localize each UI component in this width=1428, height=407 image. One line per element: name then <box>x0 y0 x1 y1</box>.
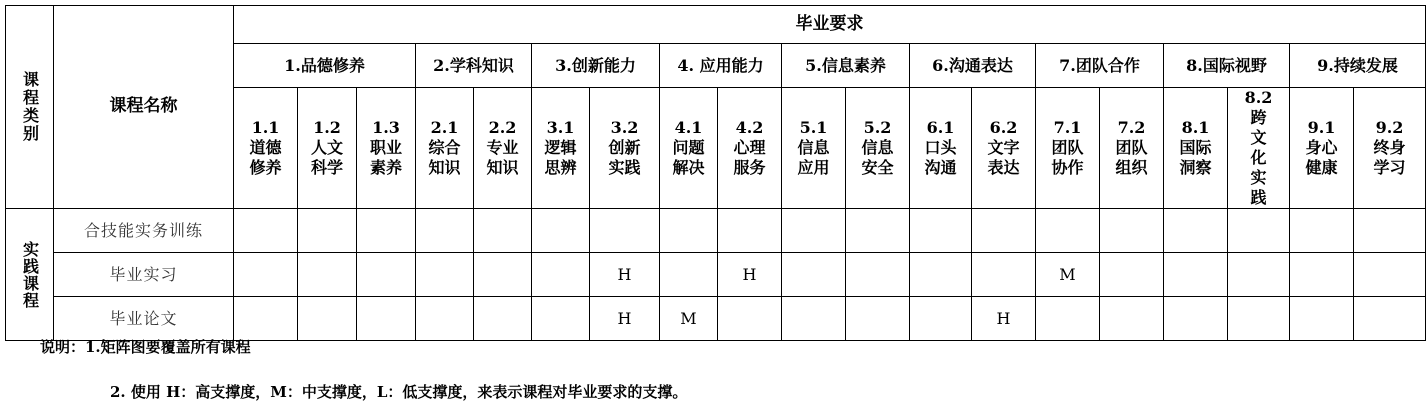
support-level-cell: M <box>660 297 718 341</box>
sub-requirement-number: 9.2 <box>1375 118 1404 137</box>
support-level-cell <box>846 253 910 297</box>
table-row <box>6 253 1426 297</box>
support-level-cell <box>1100 209 1164 253</box>
sub-requirement-number: 7.1 <box>1053 118 1082 137</box>
requirement-header: 4. 应用能力 <box>660 44 782 88</box>
course-name-cell: 毕业论文 <box>54 297 234 341</box>
support-level-cell <box>910 209 972 253</box>
graduation-requirements-header: 毕业要求 <box>234 6 1426 44</box>
support-level-cell <box>910 297 972 341</box>
course-name-cell: 毕业实习 <box>54 253 234 297</box>
sub-requirement-header <box>718 88 782 209</box>
sub-requirement-label: 口头沟通 <box>924 138 957 177</box>
support-level-cell <box>1228 297 1290 341</box>
support-level-cell <box>357 297 416 341</box>
support-level-cell <box>972 253 1036 297</box>
support-level-cell <box>234 297 298 341</box>
support-level-cell <box>474 253 532 297</box>
sub-requirement-label: 终身学习 <box>1373 138 1406 177</box>
header-row-1 <box>6 6 1426 44</box>
support-level-cell <box>1290 253 1354 297</box>
sub-requirement-number: 9.1 <box>1307 118 1336 137</box>
sub-requirement-label: 团队组织 <box>1115 138 1148 177</box>
requirement-header: 3.创新能力 <box>532 44 660 88</box>
notes-line-1: 说明：1.矩阵图要覆盖所有课程 <box>40 338 251 356</box>
support-level-cell <box>1354 253 1426 297</box>
sub-requirement-label: 人文科学 <box>310 138 343 177</box>
support-level-cell <box>298 297 357 341</box>
category-header: 课程类别 <box>6 6 54 209</box>
sub-requirement-number: 1.3 <box>372 118 400 137</box>
sub-requirement-number: 7.2 <box>1117 118 1146 137</box>
support-level-cell <box>782 209 846 253</box>
sub-requirement-label: 文字表达 <box>987 138 1020 177</box>
support-level-cell <box>1354 209 1426 253</box>
course-name-cell: 合技能实务训练 <box>54 209 234 253</box>
support-level-cell <box>1164 297 1228 341</box>
support-level-cell <box>474 297 532 341</box>
sub-requirement-number: 6.2 <box>989 118 1018 137</box>
sub-requirement-number: 3.2 <box>610 118 639 137</box>
sub-requirement-label: 创新实践 <box>608 138 641 177</box>
support-level-cell <box>1354 297 1426 341</box>
requirement-header: 8.国际视野 <box>1164 44 1290 88</box>
sub-requirement-number: 8.2 <box>1244 88 1273 107</box>
sub-requirement-label: 信息应用 <box>797 138 830 177</box>
sub-requirement-label: 道德修养 <box>249 138 282 177</box>
support-level-cell <box>718 209 782 253</box>
support-level-cell <box>1036 297 1100 341</box>
support-level-cell <box>1290 209 1354 253</box>
sub-requirement-number: 2.1 <box>430 118 459 137</box>
support-level-cell <box>474 209 532 253</box>
requirements-matrix-table <box>5 5 1426 341</box>
support-level-cell <box>532 209 590 253</box>
requirement-header: 7.团队合作 <box>1036 44 1164 88</box>
sub-requirement-number: 3.1 <box>546 118 575 137</box>
support-level-cell <box>298 253 357 297</box>
sub-requirement-header <box>1228 88 1290 209</box>
support-level-cell: H <box>972 297 1036 341</box>
sub-requirement-label: 信息安全 <box>861 138 894 177</box>
support-level-cell: H <box>590 297 660 341</box>
sub-requirement-label: 心理服务 <box>733 138 766 177</box>
sub-requirement-header <box>357 88 416 209</box>
support-level-cell: H <box>590 253 660 297</box>
notes-line-2: 2. 使用 H：高支撑度，M：中支撑度，L：低支撑度，来表示课程对毕业要求的支撑。 <box>110 383 688 401</box>
support-level-cell <box>234 253 298 297</box>
support-level-cell <box>590 209 660 253</box>
support-level-cell <box>1100 297 1164 341</box>
support-level-cell <box>782 297 846 341</box>
support-level-cell <box>1228 209 1290 253</box>
support-level-cell <box>298 209 357 253</box>
sub-requirement-number: 8.1 <box>1181 118 1210 137</box>
table-row <box>6 297 1426 341</box>
sub-requirement-label: 国际洞察 <box>1179 138 1212 177</box>
sub-requirement-header <box>1036 88 1100 209</box>
sub-requirement-header <box>660 88 718 209</box>
sub-requirement-header <box>532 88 590 209</box>
support-level-cell <box>357 209 416 253</box>
sub-requirement-number: 1.2 <box>313 118 341 137</box>
support-level-cell <box>910 253 972 297</box>
sub-requirement-label: 综合知识 <box>428 138 461 177</box>
sub-requirement-label: 职业素养 <box>369 138 402 177</box>
sub-requirement-header <box>782 88 846 209</box>
support-level-cell <box>718 297 782 341</box>
sub-requirement-header <box>590 88 660 209</box>
support-level-cell <box>782 253 846 297</box>
support-level-cell <box>532 253 590 297</box>
support-level-cell <box>357 253 416 297</box>
sub-requirement-header <box>846 88 910 209</box>
sub-requirement-number: 5.2 <box>863 118 892 137</box>
support-level-cell <box>660 209 718 253</box>
requirement-header: 9.持续发展 <box>1290 44 1426 88</box>
sub-requirement-header <box>1290 88 1354 209</box>
support-level-cell <box>660 253 718 297</box>
sub-requirement-header <box>416 88 474 209</box>
sub-requirement-header <box>234 88 298 209</box>
sub-requirement-header <box>298 88 357 209</box>
sub-requirement-number: 4.1 <box>674 118 703 137</box>
category-cell: 实践课程 <box>6 209 54 341</box>
sub-requirement-header <box>910 88 972 209</box>
support-level-cell <box>532 297 590 341</box>
requirement-header: 5.信息素养 <box>782 44 910 88</box>
sub-requirement-number: 5.1 <box>799 118 828 137</box>
support-level-cell <box>972 209 1036 253</box>
sub-requirement-label: 问题解决 <box>672 138 705 177</box>
support-level-cell: M <box>1036 253 1100 297</box>
sub-requirement-number: 1.1 <box>251 118 280 137</box>
sub-requirement-number: 6.1 <box>926 118 955 137</box>
table-row <box>6 209 1426 253</box>
sub-requirement-header <box>1354 88 1426 209</box>
support-level-cell <box>1100 253 1164 297</box>
support-level-cell <box>416 297 474 341</box>
sub-requirement-header <box>1100 88 1164 209</box>
support-level-cell: H <box>718 253 782 297</box>
requirement-header: 6.沟通表达 <box>910 44 1036 88</box>
support-level-cell <box>1164 209 1228 253</box>
support-level-cell <box>1228 253 1290 297</box>
sub-requirement-label: 专业知识 <box>486 138 519 177</box>
support-level-cell <box>846 297 910 341</box>
sub-requirement-label: 逻辑思辨 <box>544 138 577 177</box>
sub-requirement-header <box>972 88 1036 209</box>
requirement-header: 2.学科知识 <box>416 44 532 88</box>
sub-requirement-number: 2.2 <box>488 118 517 137</box>
support-level-cell <box>1164 253 1228 297</box>
support-level-cell <box>416 209 474 253</box>
sub-requirement-label: 身心健康 <box>1305 138 1338 177</box>
support-level-cell <box>234 209 298 253</box>
sub-requirement-header <box>1164 88 1228 209</box>
support-level-cell <box>1290 297 1354 341</box>
sub-requirement-label: 跨文化实践 <box>1250 108 1267 207</box>
course-name-header: 课程名称 <box>54 6 234 209</box>
sub-requirement-label: 团队协作 <box>1051 138 1084 177</box>
support-level-cell <box>1036 209 1100 253</box>
requirement-header: 1.品德修养 <box>234 44 416 88</box>
sub-requirement-number: 4.2 <box>735 118 764 137</box>
sub-requirement-header <box>474 88 532 209</box>
support-level-cell <box>846 209 910 253</box>
support-level-cell <box>416 253 474 297</box>
